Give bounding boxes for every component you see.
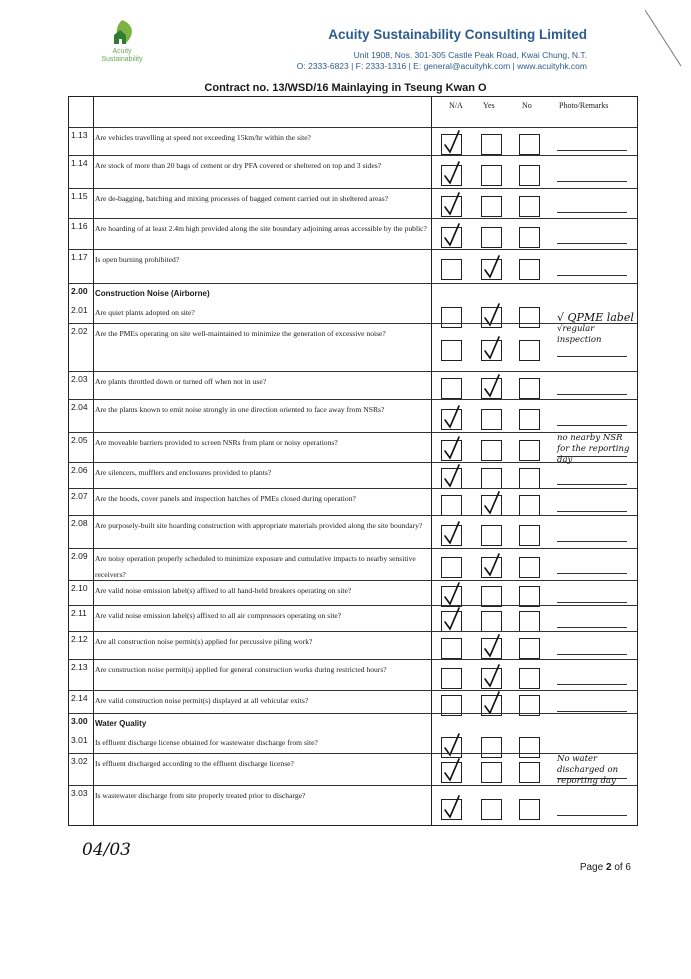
item-question: Are valid noise emission label(s) affixed to all air compressors operating on site? (95, 611, 342, 620)
section-row (69, 713, 637, 734)
checkbox-na[interactable] (441, 762, 462, 783)
remark-underline (557, 602, 627, 603)
company-logo (92, 18, 152, 73)
item-question: Is open burning prohibited? (95, 255, 180, 264)
item-question: Are valid construction noise permit(s) displayed at all vehicular exits? (95, 696, 309, 705)
item-number: 1.15 (71, 191, 88, 201)
checkbox-na[interactable] (441, 668, 462, 689)
checkbox-yes[interactable] (481, 409, 502, 430)
checklist-row (69, 548, 637, 581)
remark-underline (557, 243, 627, 244)
checklist-row (69, 462, 637, 489)
checklist-row (69, 432, 637, 463)
item-question: Are hoarding of at least 2.4m high provided along the site boundary adjoining areas accessible by the public? (95, 224, 427, 233)
handwritten-remark: √regular inspection (557, 324, 602, 345)
company-address (297, 50, 587, 72)
col-header-no: No (522, 101, 532, 110)
item-question: Are the plants known to emit noise strongly in one direction oriented to face away from NSRs? (95, 405, 385, 414)
contact-line: O: 2333-6823 | F: 2333-1316 | E: general@acuityhk.com | www.acuityhk.com (296, 61, 587, 71)
tick-mark-icon (440, 191, 464, 219)
item-number: 1.13 (71, 130, 88, 140)
checkbox-no[interactable] (519, 638, 540, 659)
item-question: Are noisy operation properly scheduled to minimize exposure and cumulative impacts to nearby sensitive receivers? (95, 554, 416, 579)
checkbox-yes[interactable] (481, 638, 502, 659)
remark-underline (557, 627, 627, 628)
handwritten-date: 04/03 (82, 840, 131, 860)
checkbox-no[interactable] (519, 611, 540, 632)
handwritten-remark: √ QPME label (557, 311, 634, 324)
item-question: Are construction noise permit(s) applied for general construction works during restricted hours? (95, 665, 387, 674)
checklist-row (69, 303, 637, 323)
checkbox-na[interactable] (441, 525, 462, 546)
checkbox-na[interactable] (441, 165, 462, 186)
page-label: Page (579, 862, 604, 873)
item-number: 2.08 (71, 518, 88, 528)
checkbox-yes[interactable] (481, 762, 502, 783)
checkbox-yes[interactable] (481, 668, 502, 689)
checklist-row (69, 605, 637, 632)
checkbox-no[interactable] (519, 668, 540, 689)
item-number: 1.14 (71, 158, 88, 168)
tick-mark-icon (440, 129, 464, 157)
checklist-row (69, 733, 637, 753)
checklist-row (69, 323, 637, 372)
item-number: 3.02 (71, 756, 88, 766)
item-number: 2.03 (71, 374, 88, 384)
page-total: of 6 (614, 862, 631, 873)
checklist-row (69, 488, 637, 516)
tick-mark-icon (440, 757, 464, 785)
item-question: Are de-bagging, batching and mixing processes of bagged cement carried out in sheltered areas? (95, 194, 389, 203)
checkbox-yes[interactable] (481, 586, 502, 607)
remark-underline (557, 394, 627, 395)
checkbox-na[interactable] (441, 409, 462, 430)
item-question: Are quiet plants adopted on site? (95, 308, 195, 317)
checklist-row (69, 249, 637, 284)
remark-underline (557, 711, 627, 712)
item-question: Are valid noise emission label(s) affixed to all hand-held breakers operating on site? (95, 586, 352, 595)
remark-underline (557, 181, 627, 182)
item-number: 2.07 (71, 491, 88, 501)
checkbox-no[interactable] (519, 557, 540, 578)
checklist-row (69, 690, 637, 714)
checkbox-yes[interactable] (481, 611, 502, 632)
section-title: Construction Noise (Airborne) (95, 289, 210, 298)
item-question: Are the hoods, cover panels and inspection hatches of PMEs closed during operation? (95, 494, 356, 503)
checkbox-no[interactable] (519, 525, 540, 546)
checklist-row (69, 371, 637, 400)
checkbox-no[interactable] (519, 799, 540, 820)
address-line: Unit 1908, Nos. 301-305 Castle Peak Road, Kwai Chung, N.T. (353, 50, 587, 60)
checkbox-na[interactable] (441, 440, 462, 461)
checkbox-yes[interactable] (481, 440, 502, 461)
tick-mark-icon (440, 520, 464, 548)
checkbox-yes[interactable] (481, 495, 502, 516)
remark-underline (557, 425, 627, 426)
checkbox-na[interactable] (441, 557, 462, 578)
tick-mark-icon (440, 435, 464, 463)
checklist-row (69, 580, 637, 606)
checkbox-no[interactable] (519, 409, 540, 430)
checkbox-yes[interactable] (481, 525, 502, 546)
item-question: Are moveable barriers provided to screen NSRs from plant or noisy operations? (95, 438, 338, 447)
item-number: 2.01 (71, 305, 88, 315)
checklist-table (68, 96, 638, 826)
checkbox-no[interactable] (519, 340, 540, 361)
item-number: 1.17 (71, 252, 88, 262)
checkbox-na[interactable] (441, 586, 462, 607)
tick-mark-icon (440, 794, 464, 822)
tick-mark-icon (480, 490, 504, 518)
remark-underline (557, 684, 627, 685)
col-header-remarks: Photo/Remarks (559, 101, 609, 110)
logo-text-line1: Acuity (112, 48, 132, 55)
checkbox-no[interactable] (519, 134, 540, 155)
company-name: Acuity Sustainability Consulting Limited (328, 27, 587, 42)
tick-mark-icon (480, 373, 504, 401)
checklist-row (69, 785, 637, 828)
checkbox-yes[interactable] (481, 340, 502, 361)
checkbox-no[interactable] (519, 762, 540, 783)
col-header-na: N/A (449, 101, 463, 110)
checkbox-no[interactable] (519, 196, 540, 217)
tick-mark-icon (480, 663, 504, 691)
pen-stroke-mark (643, 8, 683, 73)
checkbox-na[interactable] (441, 468, 462, 489)
tick-mark-icon (480, 254, 504, 282)
checkbox-yes[interactable] (481, 165, 502, 186)
checkbox-no[interactable] (519, 440, 540, 461)
item-question: Is effluent discharge license obtained for wastewater discharge from site? (95, 738, 318, 747)
tick-mark-icon (440, 463, 464, 491)
item-question: Are plants throttled down or turned off when not in use? (95, 377, 267, 386)
checkbox-yes[interactable] (481, 259, 502, 280)
item-number: 3.03 (71, 788, 88, 798)
section-row (69, 283, 637, 304)
checklist-row (69, 515, 637, 549)
checkbox-no[interactable] (519, 227, 540, 248)
page-number (580, 862, 631, 873)
remark-underline (557, 541, 627, 542)
item-number: 2.00 (71, 286, 88, 296)
checkbox-na[interactable] (441, 227, 462, 248)
tick-mark-icon (440, 606, 464, 634)
checkbox-na[interactable] (441, 495, 462, 516)
checklist-row (69, 188, 637, 219)
remark-underline (557, 150, 627, 151)
checkbox-no[interactable] (519, 586, 540, 607)
item-number: 3.00 (71, 716, 88, 726)
remark-underline (557, 654, 627, 655)
checkbox-no[interactable] (519, 259, 540, 280)
item-number: 2.04 (71, 402, 88, 412)
checkbox-na[interactable] (441, 799, 462, 820)
tick-mark-icon (440, 160, 464, 188)
item-number: 2.09 (71, 551, 88, 561)
item-number: 3.01 (71, 735, 88, 745)
item-question: Is effluent discharged according to the effluent discharge license? (95, 759, 294, 768)
checklist-row (69, 127, 637, 156)
remark-underline (557, 573, 627, 574)
remark-underline (557, 511, 627, 512)
handwritten-remark: No water discharged on reporting day (557, 754, 619, 786)
checkbox-na[interactable] (441, 134, 462, 155)
remark-underline (557, 356, 627, 357)
checklist-row (69, 753, 637, 786)
contract-title: Contract no. 13/WSD/16 Mainlaying in Tseung Kwan O (204, 82, 487, 94)
checkbox-na[interactable] (441, 259, 462, 280)
item-number: 2.06 (71, 465, 88, 475)
checklist-row (69, 155, 637, 189)
section-title: Water Quality (95, 719, 147, 728)
checkbox-yes[interactable] (481, 227, 502, 248)
checkbox-no[interactable] (519, 165, 540, 186)
checklist-row (69, 659, 637, 691)
tick-mark-icon (440, 404, 464, 432)
logo-text-line2: Sustainability (101, 56, 143, 63)
checkbox-yes[interactable] (481, 378, 502, 399)
checkbox-yes[interactable] (481, 799, 502, 820)
tick-mark-icon (480, 335, 504, 363)
checklist-row (69, 218, 637, 250)
checkbox-yes[interactable] (481, 196, 502, 217)
item-number: 1.16 (71, 221, 88, 231)
item-number: 2.05 (71, 435, 88, 445)
tick-mark-icon (440, 222, 464, 250)
item-question: Is wastewater discharge from site properly treated prior to discharge? (95, 791, 306, 800)
col-header-yes: Yes (483, 101, 495, 110)
handwritten-remark: no nearby NSR for the reporting day (557, 433, 630, 465)
checkbox-no[interactable] (519, 495, 540, 516)
checklist-row (69, 631, 637, 660)
tick-mark-icon (480, 552, 504, 580)
remark-underline (557, 484, 627, 485)
remark-underline (557, 212, 627, 213)
remark-underline (557, 815, 627, 816)
item-number: 2.14 (71, 693, 88, 703)
checkbox-no[interactable] (519, 378, 540, 399)
checkbox-na[interactable] (441, 196, 462, 217)
item-question: Are purposely-built site hoarding construction with appropriate materials provided along the site boundary? (95, 521, 423, 530)
checkbox-yes[interactable] (481, 557, 502, 578)
item-number: 2.13 (71, 662, 88, 672)
item-question: Are all construction noise permit(s) applied for percussive piling work? (95, 637, 313, 646)
checkbox-na[interactable] (441, 611, 462, 632)
item-number: 2.12 (71, 634, 88, 644)
checkbox-yes[interactable] (481, 134, 502, 155)
item-number: 2.10 (71, 583, 88, 593)
item-question: Are silencers, mufflers and enclosures provided to plants? (95, 468, 272, 477)
checkbox-yes[interactable] (481, 468, 502, 489)
page-current: 2 (605, 862, 612, 873)
remark-underline (557, 275, 627, 276)
checkbox-na[interactable] (441, 378, 462, 399)
checkbox-na[interactable] (441, 340, 462, 361)
checklist-row (69, 399, 637, 433)
tick-mark-icon (480, 633, 504, 661)
leaf-house-icon (105, 18, 139, 48)
item-question: Are the PMEs operating on site well-maintained to minimize the generation of excessive noise? (95, 329, 386, 338)
item-question: Are vehicles travelling at speed not exceeding 15km/hr within the site? (95, 133, 311, 142)
item-number: 2.02 (71, 326, 88, 336)
item-number: 2.11 (71, 608, 87, 618)
checkbox-no[interactable] (519, 468, 540, 489)
checkbox-na[interactable] (441, 638, 462, 659)
item-question: Are stock of more than 20 bags of cement or dry PFA covered or sheltered on top and 3 sides? (95, 161, 382, 170)
